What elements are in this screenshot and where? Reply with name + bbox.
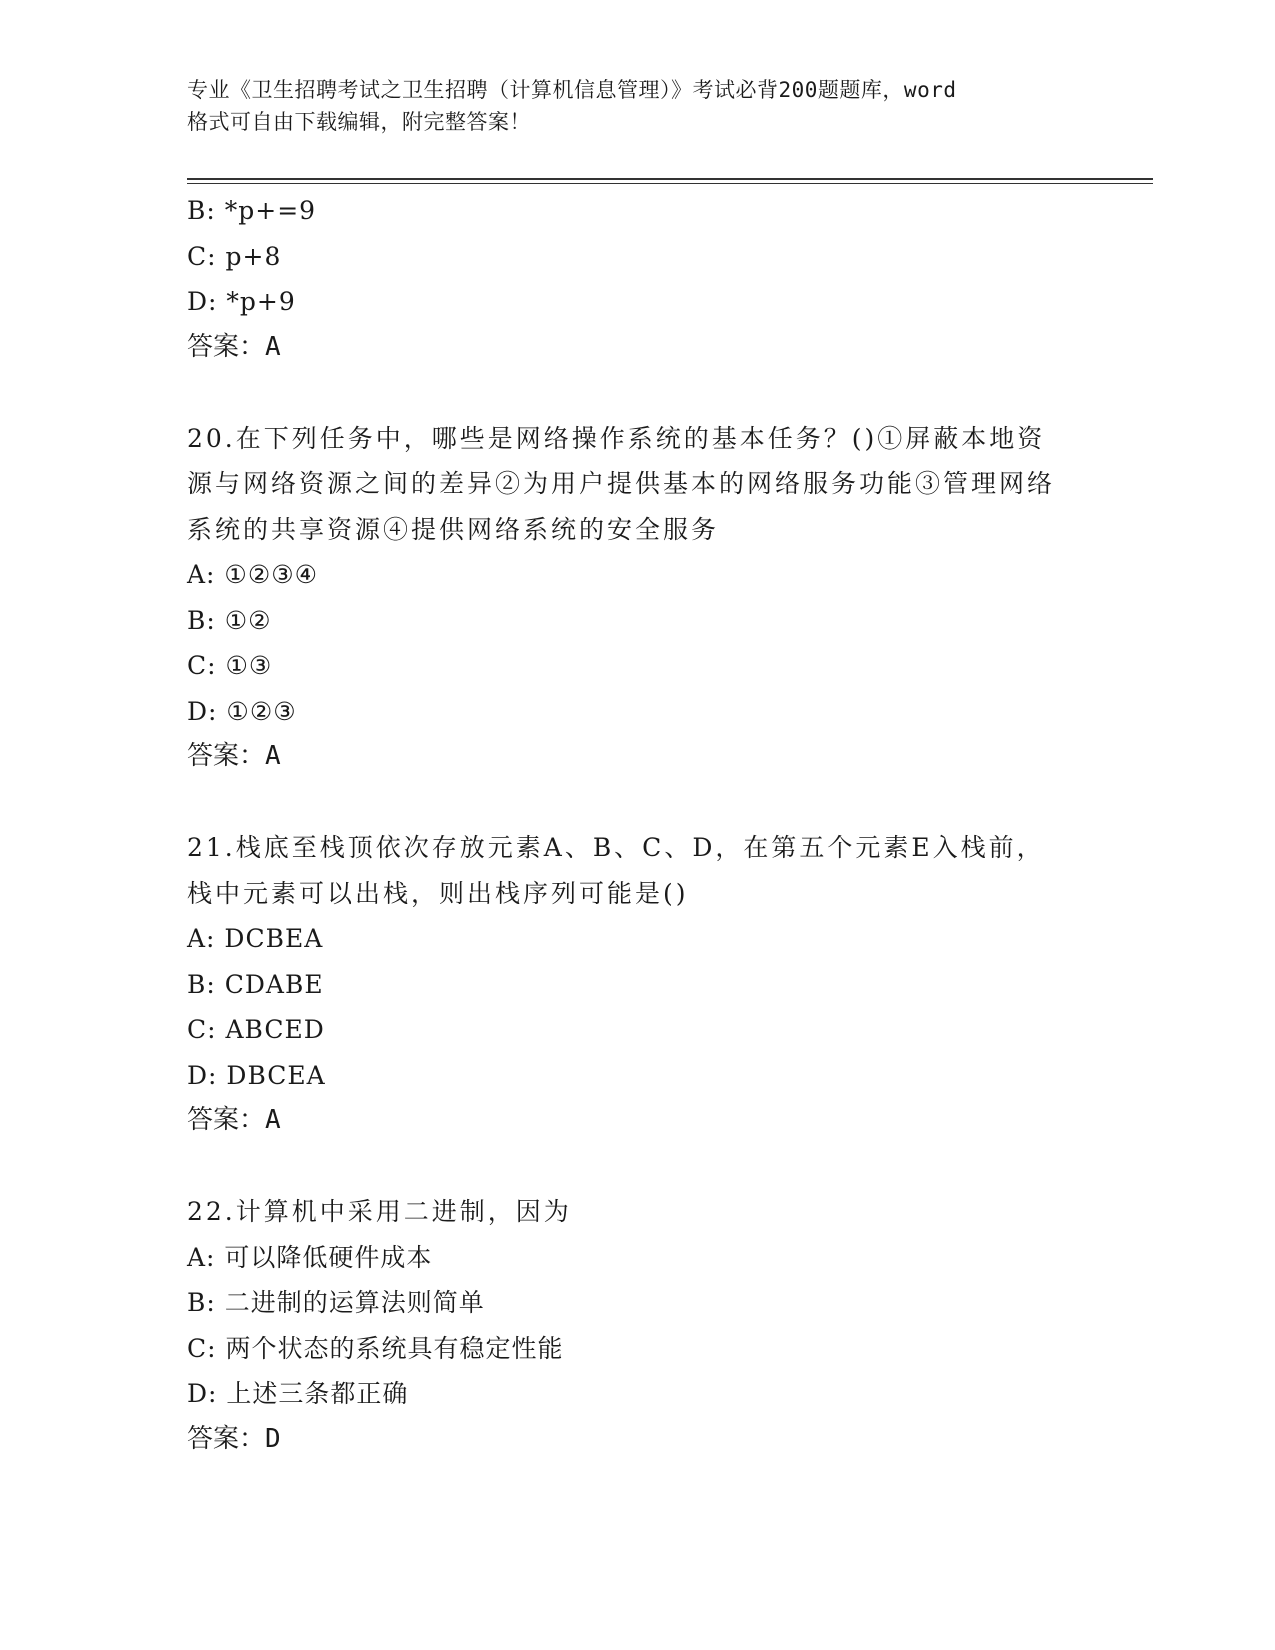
option-d: D: ①②③ [187, 696, 297, 726]
option-a: A: 可以降低硬件成本 [187, 1242, 433, 1272]
option-b: B: ①② [187, 605, 272, 635]
question-stem: 22.计算机中采用二进制，因为 [187, 1197, 572, 1226]
header-line-1: 专业《卫生招聘考试之卫生招聘（计算机信息管理）》考试必背200题题库，word [187, 78, 957, 102]
answer-line: 答案：A [187, 1105, 281, 1135]
spacer [187, 780, 1087, 826]
document-header [187, 74, 1087, 138]
header-line-2: 格式可自由下载编辑，附完整答案！ [187, 110, 531, 134]
option-c: C: ①③ [187, 651, 273, 680]
spacer [187, 1144, 1087, 1190]
option-a: A: ①②③④ [187, 560, 319, 589]
option-b: B: CDABE [187, 969, 324, 999]
option-d: D: 上述三条都正确 [187, 1379, 409, 1408]
spacer [187, 370, 1087, 416]
question-block-21 [187, 825, 1087, 1144]
option-c: C: 两个状态的系统具有稳定性能 [187, 1333, 564, 1363]
option-b: B: 二进制的运算法则简单 [187, 1288, 485, 1317]
question-stem: 21.栈底至栈顶依次存放元素A、B、C、D，在第五个元素E入栈前，栈中元素可以出栈，则出栈序列可能是() [187, 833, 1045, 908]
answer-line: 答案：A [187, 331, 281, 362]
question-block-22 [187, 1189, 1087, 1462]
header-rule-thick [187, 178, 1153, 180]
option-d: D: *p+9 [187, 287, 296, 316]
header-rule-thin [187, 183, 1153, 184]
option-c: C: p+8 [187, 241, 282, 271]
option-a: A: DCBEA [187, 924, 324, 953]
prev-question-block [187, 188, 1087, 370]
question-stem: 20.在下列任务中，哪些是网络操作系统的基本任务？()①屏蔽本地资源与网络资源之间的差异②为用户提供基本的网络服务功能③管理网络系统的共享资源④提供网络系统的安全服务 [187, 423, 1056, 544]
option-b: B: *p+=9 [187, 196, 317, 225]
option-d: D: DBCEA [187, 1060, 326, 1090]
question-block-20 [187, 416, 1087, 780]
document-body [187, 188, 1087, 1462]
answer-line: 答案：D [187, 1423, 281, 1454]
option-c: C: ABCED [187, 1015, 325, 1044]
answer-line: 答案：A [187, 741, 281, 771]
